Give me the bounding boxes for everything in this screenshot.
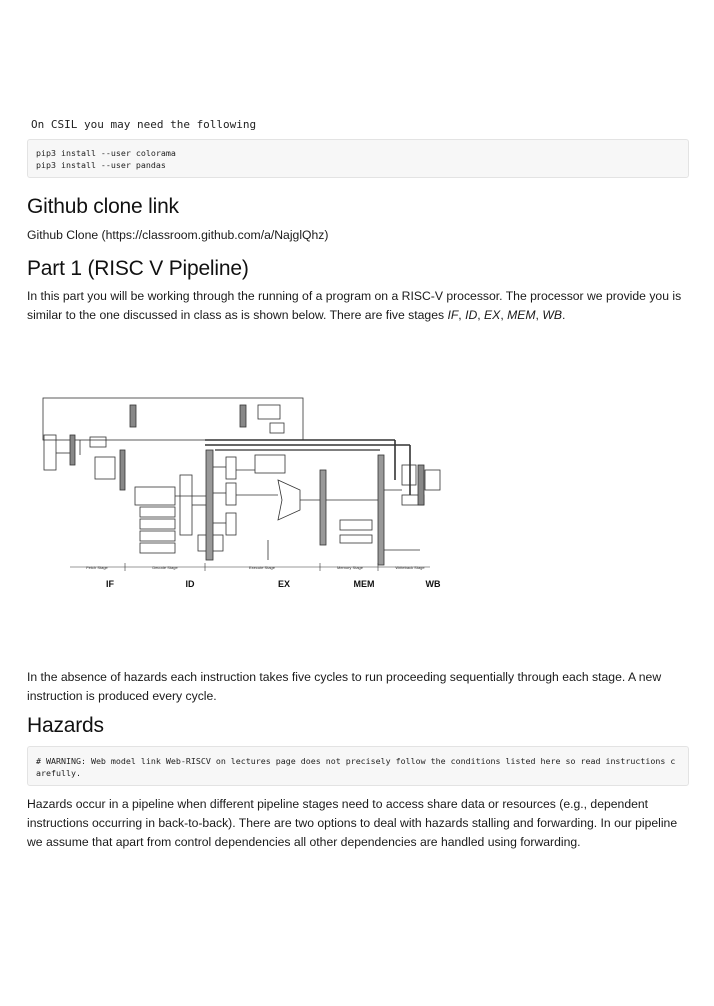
part1-heading: Part 1 (RISC V Pipeline) — [27, 257, 249, 280]
part1-paragraph-text: In this part you will be working through the running of a program on a RISC-V processor. The processor we provide you is similar to the one discussed in class as is shown below. There are five stages — [27, 289, 682, 322]
stage-caption: Memory Stage — [336, 565, 364, 570]
pipeline-diagram — [40, 395, 446, 595]
warning-code-block: # WARNING: Web model link Web-RISCV on lectures page does not precisely follow the conditions listed here so read instructions carefully. — [27, 746, 689, 786]
install-code-block — [27, 139, 689, 178]
stage-label-mem: MEM — [353, 579, 375, 589]
hazards-heading: Hazards — [27, 714, 104, 737]
stage-label-if: IF — [106, 579, 114, 589]
stage-ex: EX — [484, 308, 501, 322]
intro-line: On CSIL you may need the following — [31, 118, 257, 131]
stage-label-ex: EX — [277, 579, 291, 589]
code-line: pip3 install --user colorama — [36, 148, 176, 158]
hazards-paragraph: Hazards occur in a pipeline when different pipeline stages need to access share data or resources (e.g., dependent instructions occurring in back-to-back). There are two options to deal with hazards stalling and forwarding. In our pipeline we assume that apart from control dependencies all other dependencies are handled using forwarding. — [27, 797, 678, 849]
absence-paragraph: In the absence of hazards each instruction takes five cycles to run proceeding sequentially through each stage. A new instruction is produced every cycle. — [27, 670, 662, 703]
stage-caption: Writeback Stage — [395, 565, 425, 570]
stage-wb: WB — [542, 308, 562, 322]
code-line: pip3 install --user pandas — [36, 160, 166, 170]
stage-mem: MEM — [507, 308, 536, 322]
stage-label-id: ID — [185, 579, 195, 589]
stage-caption: Execute Stage — [248, 565, 276, 570]
github-heading: Github clone link — [27, 195, 179, 218]
part1-paragraph: In this part you will be working through the running of a program on a RISC-V processor. The processor we provide you is similar to the one discussed in class as is shown below. There are five stages IF, ID, EX, MEM, WB. — [27, 289, 682, 322]
stage-label-wb: WB — [425, 579, 441, 589]
stage-caption: Decode Stage — [152, 565, 178, 570]
stage-id: ID — [465, 308, 478, 322]
stage-caption: Fetch Stage — [86, 565, 108, 570]
stage-if: IF — [447, 308, 459, 322]
github-clone-link[interactable]: Github Clone (https://classroom.github.com/a/NajglQhz) — [27, 228, 329, 242]
